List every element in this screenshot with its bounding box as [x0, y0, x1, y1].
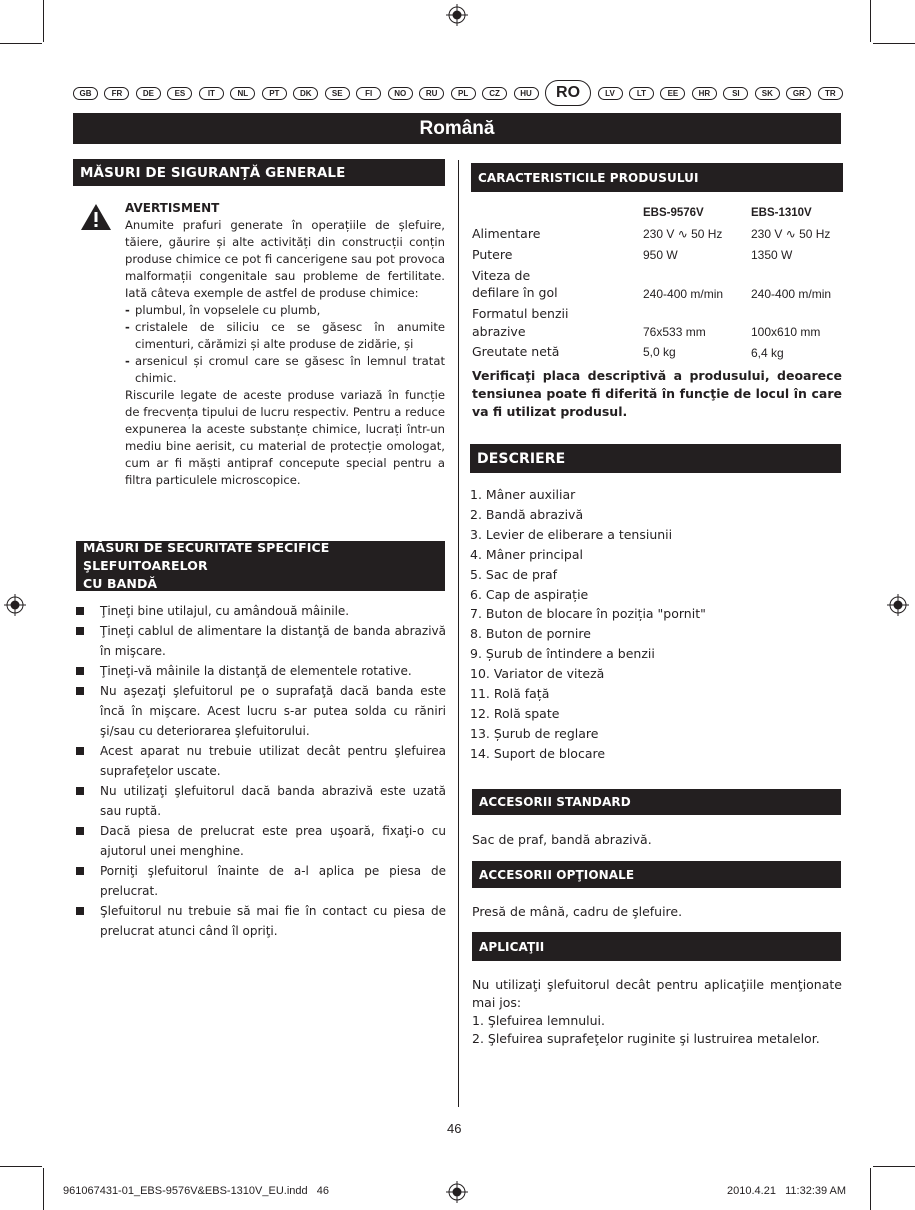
- standard-accessories-heading: ACCESORII STANDARD: [472, 789, 841, 815]
- language-tab-sk[interactable]: SK: [755, 87, 780, 100]
- safety-bullet-text: Acest aparat nu trebuie utilizat decât pentru şlefuirea suprafeţelor uscate.: [100, 744, 446, 778]
- language-tab-no[interactable]: NO: [388, 87, 413, 100]
- warning-item: - arsenicul și cromul care se găsesc în lemnul tratat chimic.: [125, 354, 445, 385]
- language-tab-de[interactable]: DE: [136, 87, 161, 100]
- standard-accessories-text: Sac de praf, bandă abrazivă.: [472, 832, 652, 847]
- warning-triangle-icon: [80, 203, 112, 231]
- language-tab-es[interactable]: ES: [167, 87, 192, 100]
- parts-list-item: 7. Buton de blocare în poziția "pornit": [470, 606, 706, 622]
- spec-value: 240-400 m/min: [751, 287, 832, 301]
- language-bar: [73, 84, 843, 102]
- crop-mark: [43, 1168, 44, 1210]
- footer-timestamp: 2010.4.21 11:32:39 AM: [727, 1185, 847, 1197]
- safety-bullet: [76, 861, 446, 901]
- parts-list-item: 1. Mâner auxiliar: [470, 487, 576, 502]
- registration-mark-icon: [446, 1181, 468, 1203]
- safety-bullet-text: Ţineţi-vă mâinile la distanţă de elementele rotative.: [100, 664, 412, 678]
- voltage-note: Verificaţi placa descriptivă a produsului, deoarece tensiunea poate fi diferită în funcţie de locul în care va fi utilizat produsul.: [472, 368, 842, 419]
- language-tab-pl[interactable]: PL: [451, 87, 476, 100]
- registration-mark-icon: [887, 594, 909, 616]
- crop-mark: [43, 0, 44, 42]
- bullet-square-icon: [76, 627, 84, 635]
- safety-bullet: [76, 621, 446, 661]
- crop-mark: [870, 0, 871, 42]
- specific-heading-line1: MĂSURI DE SECURITATE SPECIFICE ŞLEFUITOARELOR: [83, 540, 330, 573]
- warning-intro: Anumite prafuri generate în operațiile de șlefuire, tăiere, găurire și alte activități din construcții conțin produse chimice ce pot fi cancerigene sau pot provoca malformații congenitale sau probleme de fertilitate. Iată câteva exemple de astfel de produse chimice:: [125, 218, 445, 300]
- spec-value: 76x533 mm: [643, 325, 706, 339]
- application-item: 1. Şlefuirea lemnului.: [472, 1013, 606, 1028]
- language-tab-cz[interactable]: CZ: [482, 87, 507, 100]
- parts-list: [470, 485, 840, 764]
- language-tab-it[interactable]: IT: [199, 87, 224, 100]
- application-item: 2. Şlefuirea suprafeţelor ruginite şi lustruirea metalelor.: [472, 1031, 820, 1046]
- safety-bullet: [76, 681, 446, 741]
- specific-heading-line2: CU BANDĂ: [83, 576, 158, 591]
- optional-accessories-heading: ACCESORII OPŢIONALE: [472, 861, 841, 888]
- bullet-square-icon: [76, 687, 84, 695]
- language-tab-gb[interactable]: GB: [73, 87, 98, 100]
- language-tab-si[interactable]: SI: [723, 87, 748, 100]
- safety-bullet-text: Dacă piesa de prelucrat este prea uşoară, fixaţi-o cu ajutorul unei menghine.: [100, 824, 446, 858]
- safety-bullet: [76, 661, 446, 681]
- bullet-square-icon: [76, 667, 84, 675]
- safety-bullet: [76, 741, 446, 781]
- language-tab-ro[interactable]: RO: [545, 80, 591, 106]
- safety-bullet: [76, 901, 446, 941]
- safety-bullet-text: Ţineţi cablul de alimentare la distanţă de banda abrazivă în mişcare.: [100, 624, 446, 658]
- safety-bullet-text: Ţineţi bine utilajul, cu amândouă mâinile.: [100, 604, 350, 618]
- crop-mark: [873, 1166, 915, 1167]
- spec-value: 230 V ∿ 50 Hz: [751, 227, 831, 241]
- crop-mark: [870, 1168, 871, 1210]
- registration-mark-icon: [4, 594, 26, 616]
- warning-item: - plumbul, în vopselele cu plumb,: [125, 303, 321, 317]
- safety-bullet-text: Nu aşezaţi şlefuitorul pe o suprafaţă dacă banda este încă în mişcare. Acest lucru s-ar putea solda cu răniri şi/sau cu deteriorarea şlefuitorului.: [100, 684, 446, 738]
- parts-list-item: 9. Șurub de întindere a benzii: [470, 646, 655, 662]
- parts-list-item: 11. Rolă față: [470, 686, 550, 702]
- language-tab-gr[interactable]: GR: [786, 87, 811, 100]
- parts-list-item: 6. Cap de aspirație: [470, 586, 589, 602]
- safety-bullet: [76, 601, 446, 621]
- registration-mark-icon: [446, 4, 468, 26]
- spec-label: Greutate netă: [472, 344, 560, 359]
- spec-value: 230 V ∿ 50 Hz: [643, 227, 723, 241]
- parts-list-item: 13. Șurub de reglare: [470, 725, 599, 741]
- language-tab-hu[interactable]: HU: [514, 87, 539, 100]
- page-number: 46: [447, 1121, 462, 1136]
- language-tab-nl[interactable]: NL: [230, 87, 255, 100]
- spec-value: 240-400 m/min: [643, 287, 724, 301]
- spec-label: Alimentare: [472, 226, 541, 241]
- spec-value: 5,0 kg: [643, 345, 676, 359]
- language-tab-ee[interactable]: EE: [660, 87, 685, 100]
- spec-value: 1350 W: [751, 248, 793, 262]
- parts-list-item: 5. Sac de praf: [470, 566, 558, 582]
- footer-filename: 961067431-01_EBS-9576V&EBS-1310V_EU.indd 46: [63, 1185, 330, 1197]
- features-heading: CARACTERISTICILE PRODUSULUI: [471, 163, 843, 192]
- parts-list-item: 8. Buton de pornire: [470, 626, 591, 642]
- bullet-square-icon: [76, 747, 84, 755]
- language-tab-fr[interactable]: FR: [104, 87, 129, 100]
- spec-value: 6,4 kg: [751, 346, 784, 360]
- language-banner: Română: [73, 113, 841, 144]
- warning-item: - cristalele de siliciu ce se găsesc în anumite cimenturi, cărămizi și alte produse de zidărie, și: [125, 320, 445, 351]
- warning-title: AVERTISMENT: [125, 201, 220, 215]
- spec-label: Formatul benzii: [472, 306, 569, 321]
- parts-list-item: 3. Levier de eliberare a tensiunii: [470, 526, 673, 542]
- parts-list-item: 4. Mâner principal: [470, 546, 583, 562]
- applications-heading: APLICAŢII: [472, 932, 841, 961]
- language-tab-pt[interactable]: PT: [262, 87, 287, 100]
- crop-mark: [873, 43, 915, 44]
- column-divider: [458, 160, 459, 1107]
- spec-label: abrazive: [472, 324, 526, 339]
- bullet-square-icon: [76, 867, 84, 875]
- crop-mark: [0, 1166, 42, 1167]
- safety-bullet-text: Porniţi şlefuitorul înainte de a-l aplica pe piesa de prelucrat.: [100, 864, 446, 898]
- crop-mark: [0, 43, 42, 44]
- model-header: EBS-9576V: [643, 207, 704, 219]
- warning-outro: Riscurile legate de aceste produse variază în funcție de frecvența tipului de lucru respectiv. Pentru a reduce expunerea la aceste substanțe chimice, lucrați într-un mediu bine aerisit, cu material de protecție omologat, cum ar fi măști antipraf concepute special pentru a filtra particulele microscopice.: [125, 388, 445, 487]
- bullet-square-icon: [76, 607, 84, 615]
- language-tab-lt[interactable]: LT: [629, 87, 654, 100]
- description-heading: DESCRIERE: [470, 444, 841, 473]
- language-tab-hr[interactable]: HR: [692, 87, 717, 100]
- applications-text: [472, 976, 842, 1048]
- bullet-square-icon: [76, 787, 84, 795]
- applications-intro: Nu utilizaţi şlefuitorul decât pentru aplicaţiile menţionate mai jos:: [472, 977, 842, 1010]
- spec-value: 950 W: [643, 248, 678, 262]
- safety-bullet: [76, 781, 446, 821]
- spec-label: defilare în gol: [472, 285, 558, 300]
- specific-safety-heading: [76, 541, 445, 591]
- specific-safety-list: [76, 601, 446, 941]
- language-tab-ru[interactable]: RU: [419, 87, 444, 100]
- language-tab-dk[interactable]: DK: [293, 87, 318, 100]
- bullet-square-icon: [76, 907, 84, 915]
- parts-list-item: 2. Bandă abrazivă: [470, 506, 584, 522]
- language-tab-fi[interactable]: FI: [356, 87, 381, 100]
- parts-list-item: 14. Suport de blocare: [470, 745, 606, 761]
- spec-label: Viteza de: [472, 268, 531, 283]
- warning-block: [125, 200, 445, 489]
- language-tab-lv[interactable]: LV: [598, 87, 623, 100]
- safety-bullet-text: Şlefuitorul nu trebuie să mai fie în contact cu piesa de prelucrat atunci când îl opriţi.: [100, 904, 446, 938]
- spec-label: Putere: [472, 247, 513, 262]
- parts-list-item: 10. Variator de viteză: [470, 666, 605, 682]
- language-tab-se[interactable]: SE: [325, 87, 350, 100]
- optional-accessories-text: Presă de mână, cadru de şlefuire.: [472, 904, 683, 919]
- safety-bullet-text: Nu utilizaţi şlefuitorul dacă banda abrazivă este uzată sau ruptă.: [100, 784, 446, 818]
- parts-list-item: 12. Rolă spate: [470, 705, 560, 721]
- bullet-square-icon: [76, 827, 84, 835]
- general-safety-heading: MĂSURI DE SIGURANȚĂ GENERALE: [73, 159, 445, 186]
- model-header: EBS-1310V: [751, 207, 812, 219]
- spec-value: 100x610 mm: [751, 325, 821, 339]
- language-tab-tr[interactable]: TR: [818, 87, 843, 100]
- safety-bullet: [76, 821, 446, 861]
